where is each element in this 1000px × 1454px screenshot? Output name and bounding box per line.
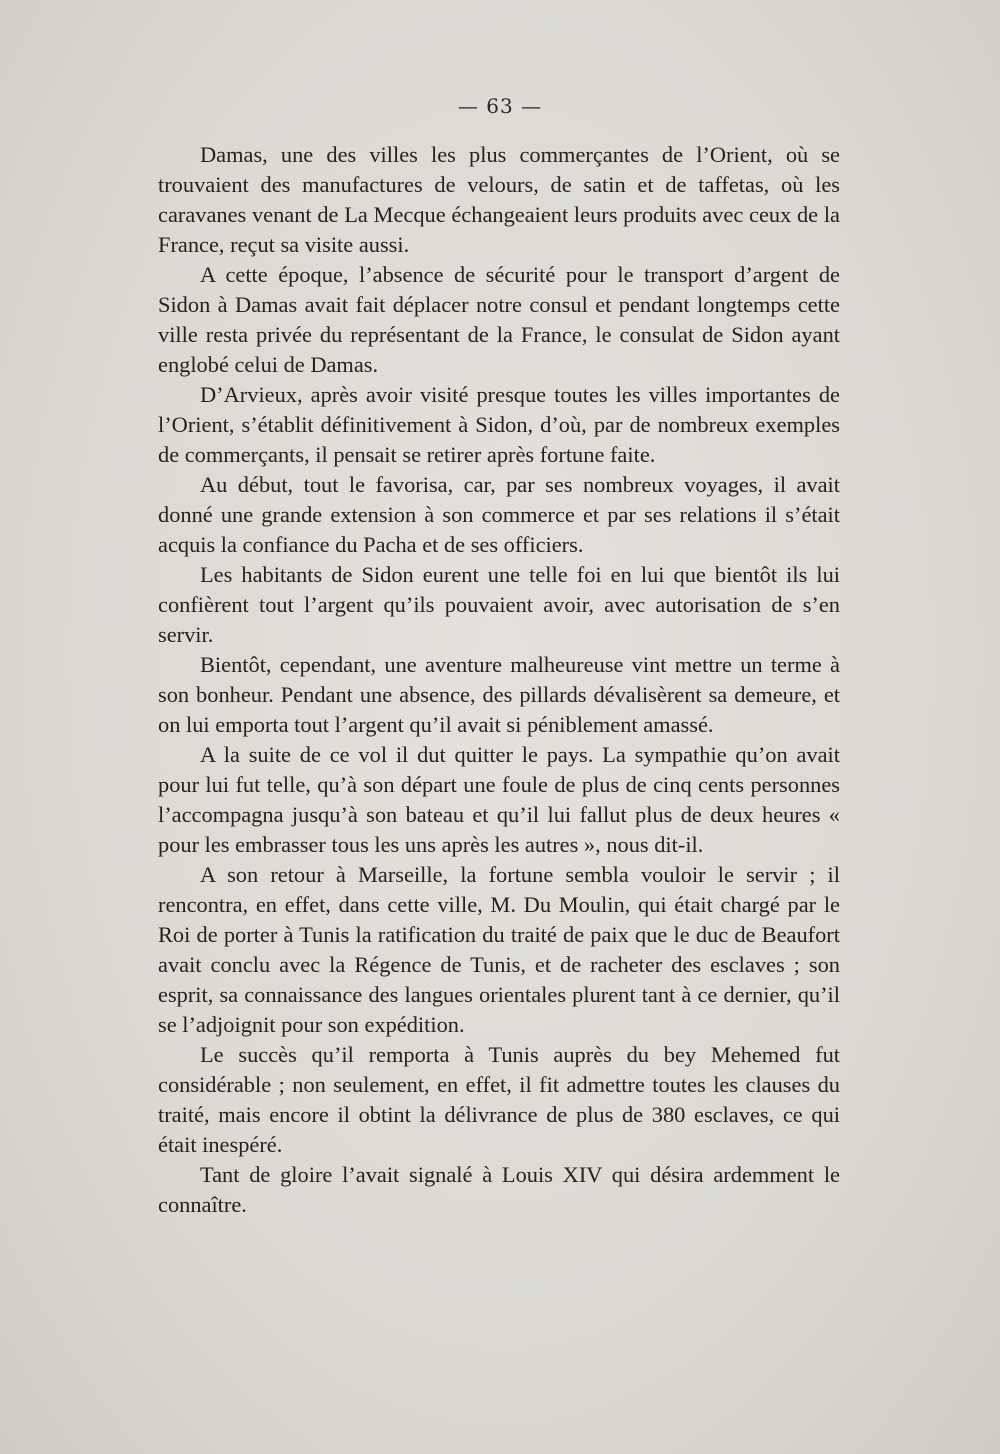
paragraph-5: Les habitants de Sidon eurent une telle foi en lui que bientôt ils lui confièrent tout l’argent qu’ils pouvaient avoir, avec autorisation de s’en servir.: [158, 562, 840, 647]
paragraph-3: D’Arvieux, après avoir visité presque toutes les villes importantes de l’Orient, s’établit définitivement à Sidon, d’où, par de nombreux exemples de commerçants, il pensait se retirer après fortune faite.: [158, 382, 840, 467]
paragraph-4: Au début, tout le favorisa, car, par ses nombreux voyages, il avait donné une grande extension à son commerce et par ses relations il s’était acquis la confiance du Pacha et de ses officiers.: [158, 472, 840, 557]
paragraph-2: A cette époque, l’absence de sécurité pour le transport d’argent de Sidon à Damas avait fait déplacer notre consul et pendant longtemps cette ville resta privée du représentant de la France, le consulat de Sidon ayant englobé celui de Damas.: [158, 262, 840, 377]
text-body: [158, 140, 840, 1220]
paragraph-7: A la suite de ce vol il dut quitter le pays. La sympathie qu’on avait pour lui fut telle, qu’à son départ une foule de plus de cinq cents personnes l’accompagna jusqu’à son bateau et qu’il lui fallut plus de deux heures « pour les embrasser tous les uns après les autres », nous dit-il.: [158, 742, 840, 857]
paragraph-1: Damas, une des villes les plus commerçantes de l’Orient, où se trouvaient des manufactures de velours, de satin et de taffetas, où les caravanes venant de La Mecque échangeaient leurs produits avec ceux de la France, reçut sa visite aussi.: [158, 142, 840, 257]
paragraph-10: Tant de gloire l’avait signalé à Louis XIV qui désira ardemment le connaître.: [158, 1162, 840, 1217]
page-number: — 63 —: [457, 94, 543, 118]
paragraph-8: A son retour à Marseille, la fortune sembla vouloir le servir ; il rencontra, en effet, dans cette ville, M. Du Moulin, qui était chargé par le Roi de porter à Tunis la ratification du traité de paix que le duc de Beaufort avait conclu avec la Régence de Tunis, et de racheter des esclaves ; son esprit, sa connaissance des langues orientales plurent tant à ce dernier, qu’il se l’adjoignit pour son expédition.: [158, 862, 840, 1037]
paragraph-6: Bientôt, cependant, une aventure malheureuse vint mettre un terme à son bonheur. Pendant une absence, des pillards dévalisèrent sa demeure, et on lui emporta tout l’argent qu’il avait si péniblement amassé.: [158, 652, 840, 737]
paragraph-9: Le succès qu’il remporta à Tunis auprès du bey Mehemed fut considérable ; non seulement, en effet, il fit admettre toutes les clauses du traité, mais encore il obtint la délivrance de plus de 380 esclaves, ce qui était inespéré.: [158, 1042, 840, 1157]
